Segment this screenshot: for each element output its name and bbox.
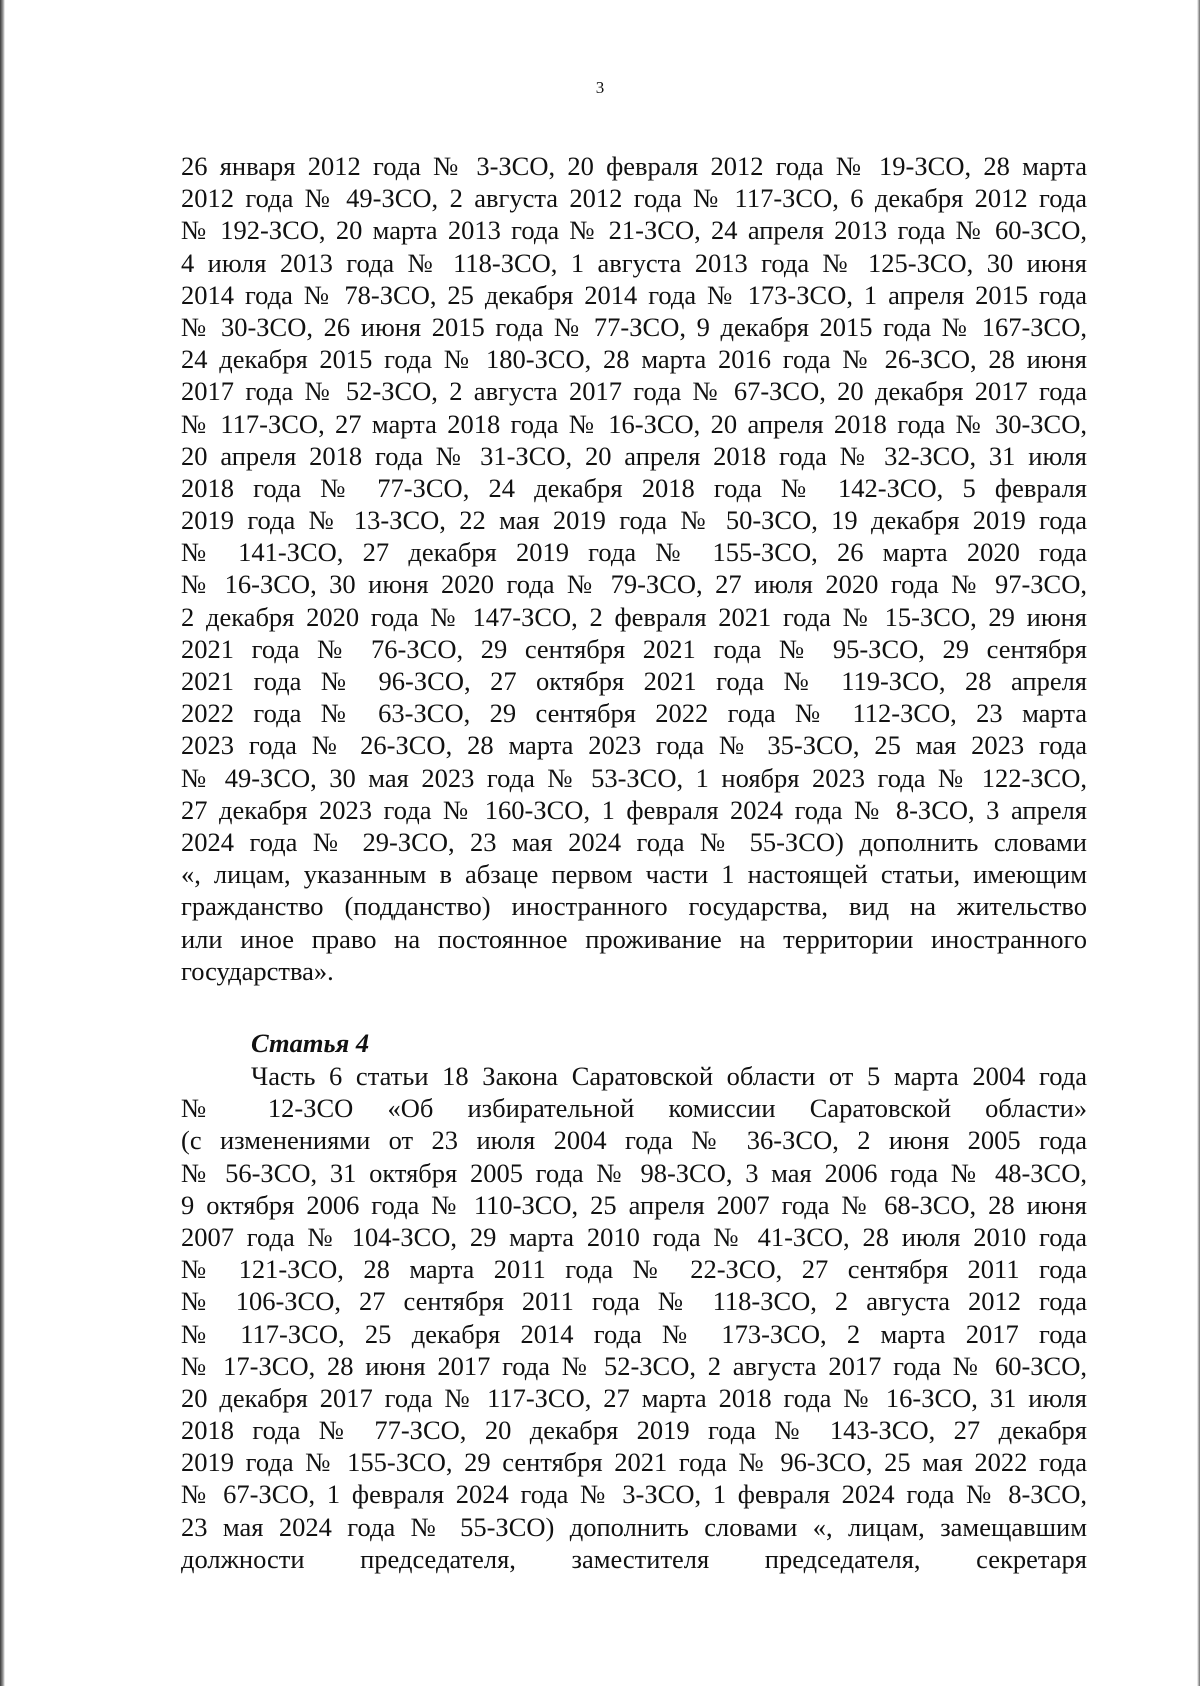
text-line: 2021 года № 76-ЗСО, 29 сентября 2021 года № 95-ЗСО, 29 сентября — [181, 633, 1087, 664]
text-line: 2023 года № 26-ЗСО, 28 марта 2023 года № 35-ЗСО, 25 мая 2023 года — [181, 730, 1087, 761]
text-line: № 49-ЗСО, 30 мая 2023 года № 53-ЗСО, 1 ноября 2023 года № 122-ЗСО, — [181, 762, 1087, 793]
text-line: 24 декабря 2015 года № 180-ЗСО, 28 марта 2016 года № 26-ЗСО, 28 июня — [181, 344, 1087, 375]
text-line: 2018 года № 77-ЗСО, 24 декабря 2018 года № 142-ЗСО, 5 февраля — [181, 472, 1087, 503]
text-line: Часть 6 статьи 18 Закона Саратовской области от 5 марта 2004 года — [251, 1061, 1087, 1091]
text-line: 26 января 2012 года № 3-ЗСО, 20 февраля 2012 года № 19-ЗСО, 28 марта — [181, 151, 1087, 181]
text-line: 4 июля 2013 года № 118-ЗСО, 1 августа 2013 года № 125-ЗСО, 30 июня — [181, 247, 1087, 278]
paragraph-article-4 — [181, 1060, 1087, 1575]
text-line: 20 апреля 2018 года № 31-ЗСО, 20 апреля 2018 года № 32-ЗСО, 31 июля — [181, 440, 1087, 471]
text-line: или иное право на постоянное проживание на территории иностранного — [181, 923, 1087, 954]
text-line: 2007 года № 104-ЗСО, 29 марта 2010 года № 41-ЗСО, 28 июля 2010 года — [181, 1221, 1087, 1252]
text-line: № 30-ЗСО, 26 июня 2015 года № 77-ЗСО, 9 декабря 2015 года № 167-ЗСО, — [181, 311, 1087, 342]
text-line: № 192-ЗСО, 20 марта 2013 года № 21-ЗСО, 24 апреля 2013 года № 60-ЗСО, — [181, 215, 1087, 246]
text-line: (с изменениями от 23 июля 2004 года № 36-ЗСО, 2 июня 2005 года — [181, 1125, 1087, 1156]
text-line: № 56-ЗСО, 31 октября 2005 года № 98-ЗСО, 3 мая 2006 года № 48-ЗСО, — [181, 1157, 1087, 1188]
text-line: 2019 года № 155-ЗСО, 29 сентября 2021 года № 96-ЗСО, 25 мая 2022 года — [181, 1447, 1087, 1478]
text-line: 9 октября 2006 года № 110-ЗСО, 25 апреля 2007 года № 68-ЗСО, 28 июня — [181, 1189, 1087, 1220]
text-line: 2 декабря 2020 года № 147-ЗСО, 2 февраля 2021 года № 15-ЗСО, 29 июня — [181, 601, 1087, 632]
text-line: № 106-ЗСО, 27 сентября 2011 года № 118-ЗСО, 2 августа 2012 года — [181, 1286, 1087, 1317]
text-line: № 117-ЗСО, 25 декабря 2014 года № 173-ЗСО, 2 марта 2017 года — [181, 1318, 1087, 1349]
text-line: 23 мая 2024 года № 55-ЗСО) дополнить словами «, лицам, замещавшим — [181, 1511, 1087, 1542]
page-number: 3 — [595, 78, 605, 97]
text-line: 2017 года № 52-ЗСО, 2 августа 2017 года № 67-ЗСО, 20 декабря 2017 года — [181, 376, 1087, 407]
text-line: 2018 года № 77-ЗСО, 20 декабря 2019 года № 143-ЗСО, 27 декабря — [181, 1415, 1087, 1446]
article-heading: Статья 4 — [251, 1028, 370, 1058]
text-line: № 67-ЗСО, 1 февраля 2024 года № 3-ЗСО, 1 февраля 2024 года № 8-ЗСО, — [181, 1479, 1087, 1510]
text-line: должности председателя, заместителя председателя, секретаря — [181, 1543, 1087, 1574]
text-line: № 141-ЗСО, 27 декабря 2019 года № 155-ЗСО, 26 марта 2020 года — [181, 537, 1087, 568]
text-line: № 117-ЗСО, 27 марта 2018 года № 16-ЗСО, 20 апреля 2018 года № 30-ЗСО, — [181, 408, 1087, 439]
text-line: гражданство (подданство) иностранного государства, вид на жительство — [181, 891, 1087, 922]
text-line: 27 декабря 2023 года № 160-ЗСО, 1 февраля 2024 года № 8-ЗСО, 3 апреля — [181, 794, 1087, 825]
text-line: № 17-ЗСО, 28 июня 2017 года № 52-ЗСО, 2 августа 2017 года № 60-ЗСО, — [181, 1350, 1087, 1381]
scan-edge-left — [0, 0, 5, 1686]
text-line: 20 декабря 2017 года № 117-ЗСО, 27 марта 2018 года № 16-ЗСО, 31 июля — [181, 1382, 1087, 1413]
text-line: 2022 года № 63-ЗСО, 29 сентября 2022 года № 112-ЗСО, 23 марта — [181, 698, 1087, 729]
text-line: 2019 года № 13-ЗСО, 22 мая 2019 года № 50-ЗСО, 19 декабря 2019 года — [181, 505, 1087, 536]
text-line: 2024 года № 29-ЗСО, 23 мая 2024 года № 55-ЗСО) дополнить словами — [181, 826, 1087, 857]
text-line: «, лицам, указанным в абзаце первом части 1 настоящей статьи, имеющим — [181, 859, 1087, 890]
text-line: № 12-ЗСО «Об избирательной комиссии Саратовской области» — [181, 1093, 1087, 1124]
text-line: 2012 года № 49-ЗСО, 2 августа 2012 года № 117-ЗСО, 6 декабря 2012 года — [181, 183, 1087, 214]
text-line: государства». — [181, 955, 334, 986]
text-line: № 121-ЗСО, 28 марта 2011 года № 22-ЗСО, 27 сентября 2011 года — [181, 1254, 1087, 1285]
paragraph-amendment-list — [181, 150, 1087, 987]
text-line: 2014 года № 78-ЗСО, 25 декабря 2014 года № 173-ЗСО, 1 апреля 2015 года — [181, 279, 1087, 310]
text-line: № 16-ЗСО, 30 июня 2020 года № 79-ЗСО, 27 июля 2020 года № 97-ЗСО, — [181, 569, 1087, 600]
text-line: 2021 года № 96-ЗСО, 27 октября 2021 года № 119-ЗСО, 28 апреля — [181, 666, 1087, 696]
